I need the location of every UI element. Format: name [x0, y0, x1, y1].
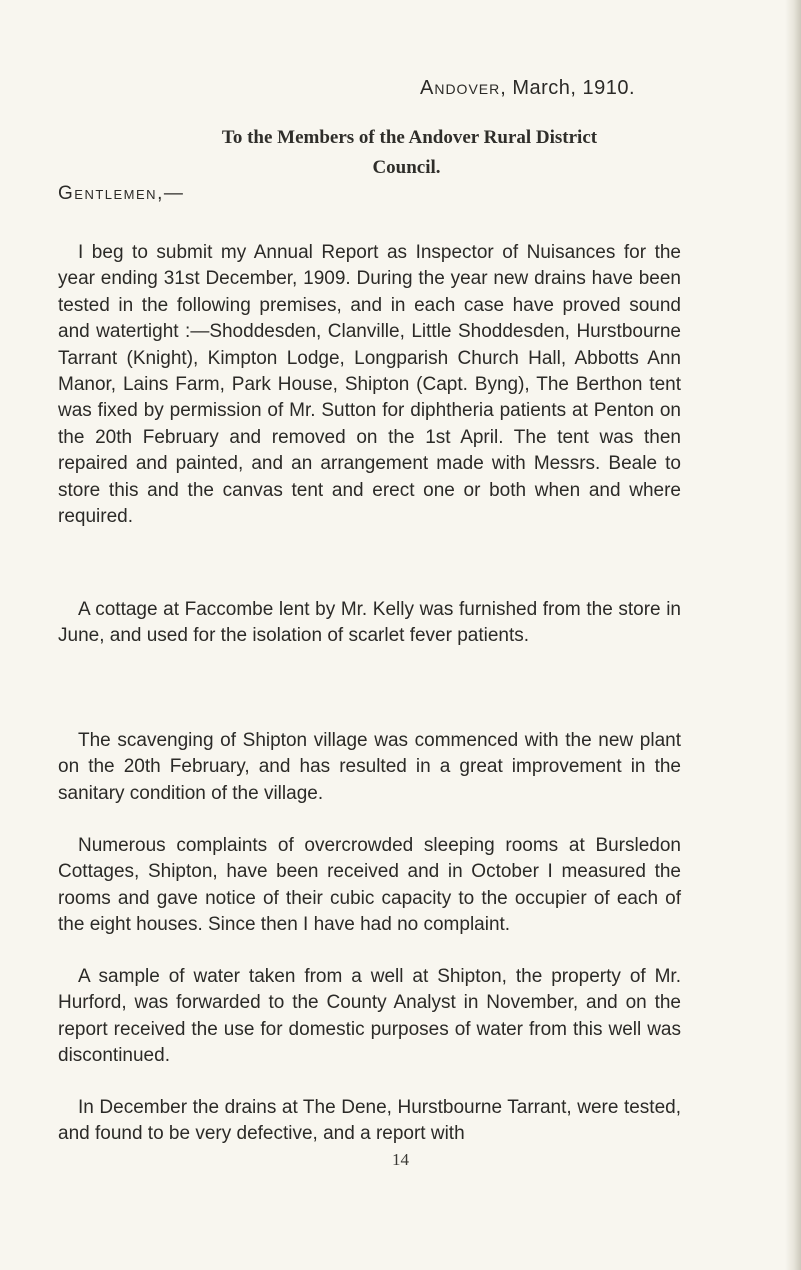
- paragraph-drain-tests: [58, 240, 681, 530]
- page-edge-shadow: [785, 0, 801, 1270]
- paragraph-text: In December the drains at The Dene, Hurstbourne Tarrant, were tested, and found to be very defective, and a report with: [58, 1097, 681, 1145]
- paragraph-shipton-scavenging: [58, 728, 681, 807]
- paragraph-dene-drains: [58, 1095, 681, 1148]
- dateline-date: , March, 1910.: [500, 77, 636, 99]
- paragraph-text: The scavenging of Shipton village was commenced with the new plant on the 20th February, and has resulted in a great improvement in the sanitary condition of the village.: [58, 730, 681, 804]
- addressee-line-2: Council.: [372, 157, 441, 178]
- paragraph-text: Numerous complaints of overcrowded sleeping rooms at Bursledon Cottages, Shipton, have been received and in October I measured the rooms and gave notice of their cubic capacity to the occupier of each of the eight houses. Since then I have had no complaint.: [58, 835, 681, 936]
- paragraph-text: A sample of water taken from a well at Shipton, the property of Mr. Hurford, was forwarded to the County Analyst in November, and on the report received the use for domestic purposes of water from this well was discontinued.: [58, 966, 681, 1067]
- report-dateline: [420, 77, 635, 100]
- salutation: Gentlemen,—: [58, 183, 185, 204]
- paragraph-water-sample: [58, 964, 681, 1070]
- paragraph-text: I beg to submit my Annual Report as Inspector of Nuisances for the year ending 31st December, 1909. During the year new drains have been tested in the following premises, and in each case have proved sound and watertight :—Shoddesden, Clanville, Little Shoddesden, Hurstbourne Tarrant (Knight), Kimpton Lodge, Longparish Church Hall, Abbotts Ann Manor, Lains Farm, Park House, Shipton (Capt. Byng), The Berthon tent was fixed by permission of Mr. Sutton for diphtheria patients at Penton on the 20th February and removed on the 1st April. The tent was then repaired and painted, and an arrangement made with Messrs. Beale to store this and the canvas tent and erect one or both when and where required.: [58, 242, 681, 528]
- paragraph-faccombe-cottage: [58, 597, 681, 650]
- page-number: 14: [392, 1150, 409, 1169]
- paragraph-text: A cottage at Faccombe lent by Mr. Kelly was furnished from the store in June, and used for the isolation of scarlet fever patients.: [58, 599, 681, 647]
- addressee-line-1: To the Members of the Andover Rural District: [221, 127, 598, 148]
- paragraph-overcrowding: [58, 833, 681, 939]
- dateline-place: Andover: [420, 77, 501, 99]
